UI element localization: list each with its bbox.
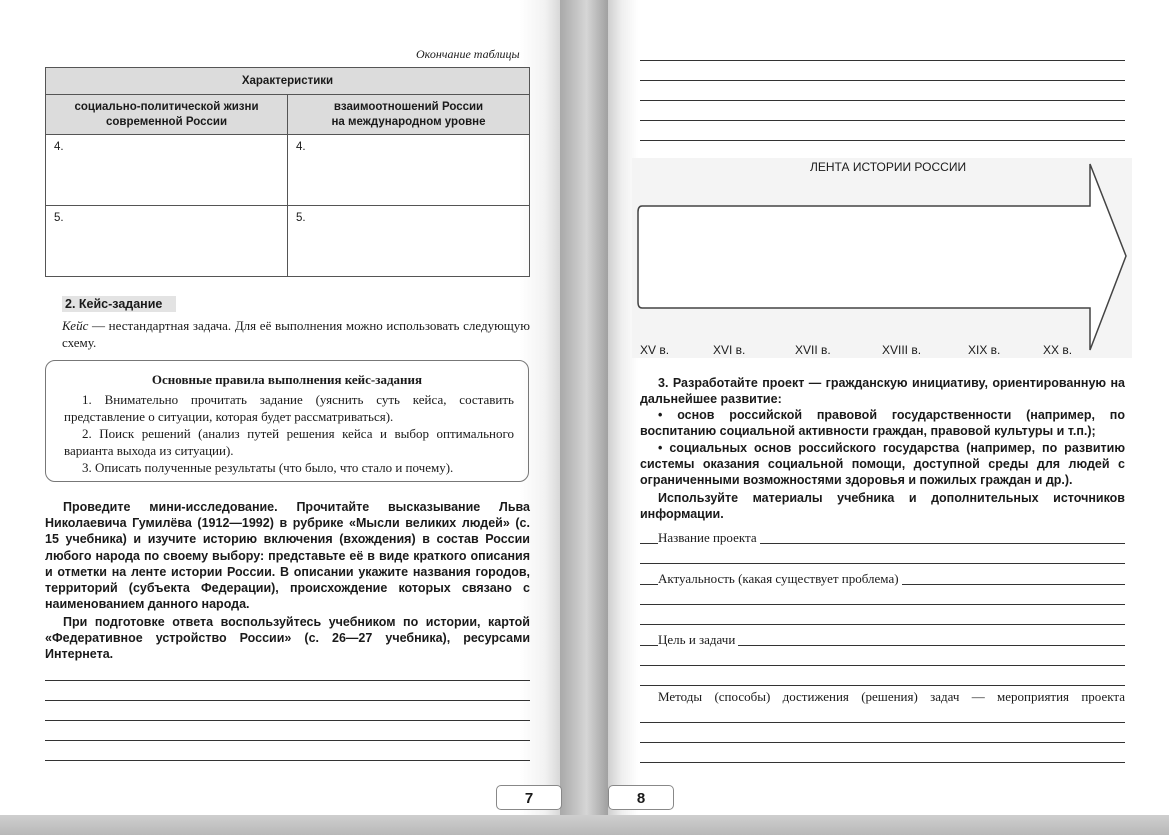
- goals-label: Цель и задачи: [658, 632, 738, 648]
- answer-line[interactable]: [45, 740, 530, 741]
- answer-line[interactable]: [640, 604, 1125, 605]
- book-gutter: [560, 0, 608, 835]
- answer-line[interactable]: [640, 60, 1125, 61]
- table-header: Характеристики: [46, 68, 530, 95]
- century-label: XX в.: [1043, 343, 1073, 357]
- case-task-heading: 2. Кейс-задание: [62, 297, 176, 311]
- answer-line[interactable]: [640, 140, 1125, 141]
- project-name-label: Название проекта: [658, 530, 760, 546]
- rule-item: 3. Описать полученные результаты (что было, что стало и почему).: [82, 460, 454, 475]
- century-label: XVI в.: [713, 343, 746, 357]
- rule-item: 2. Поиск решений (анализ путей решения кейса и выбор оптимального варианта выхода из ситуации).: [64, 426, 514, 458]
- answer-line[interactable]: [640, 80, 1125, 81]
- research-paragraph: Проведите мини-исследование. Прочитайте высказывание Льва Николаевича Гумилёва (1912—1992) в рубрике «Мысли великих людей» (с. 15 учебника) и изучите историю включения (вхождения) в состав России любого народа по своему выбору: представьте её в виде краткого описания и отметки на ленте истории России. В описании укажите названия городов, территорий (субъекта Федерации), происхождение которых связано с наименованием данного народа.: [45, 500, 530, 612]
- characteristics-table: [45, 67, 530, 277]
- case-definition: — нестандартная задача. Для её выполнения можно использовать следующую схему.: [62, 318, 530, 350]
- page-number-left: 7: [496, 785, 562, 810]
- column-header-international: взаимоотношений России на международном уровне: [288, 95, 530, 135]
- rules-box: [45, 360, 529, 482]
- table-cell[interactable]: 5.: [46, 206, 288, 277]
- relevance-label: Актуальность (какая существует проблема): [658, 571, 902, 587]
- task3-bullet: • основ российской правовой государственности (например, по воспитанию социальной активности граждан, правовой культуры и т.п.);: [640, 408, 1125, 439]
- rule-item: 1. Внимательно прочитать задание (уяснить суть кейса, составить представление о ситуации, которая будет рассматриваться).: [64, 392, 514, 424]
- answer-line[interactable]: [45, 700, 530, 701]
- timeline-arrow: [632, 158, 1132, 358]
- book-bottom-edge: [0, 815, 1169, 835]
- continuation-note: Окончание таблицы: [416, 47, 520, 61]
- answer-line[interactable]: [640, 742, 1125, 743]
- answer-line[interactable]: [640, 100, 1125, 101]
- column-header-sociopolitical: социально-политической жизни современной России: [46, 95, 288, 135]
- sources-paragraph: При подготовке ответа воспользуйтесь учебником по истории, картой «Федеративное устройство России» (с. 26—27 учебника), ресурсами Интернета.: [45, 615, 530, 662]
- answer-line[interactable]: [640, 685, 1125, 686]
- table-cell[interactable]: 4.: [46, 135, 288, 206]
- answer-line[interactable]: [45, 760, 530, 761]
- case-term: Кейс: [62, 318, 89, 333]
- task3-intro: 3. Разработайте проект — гражданскую инициативу, ориентированную на дальнейшее развитие:: [640, 376, 1125, 407]
- timeline-title: ЛЕНТА ИСТОРИИ РОССИИ: [810, 160, 967, 174]
- rules-title: Основные правила выполнения кейс-задания: [151, 372, 423, 387]
- answer-line[interactable]: [640, 624, 1125, 625]
- century-label: XVII в.: [795, 343, 831, 357]
- methods-label: Методы (способы) достижения (решения) задач — мероприятия проекта: [658, 689, 1128, 705]
- task3-closing: Используйте материалы учебника и дополнительных источников информации.: [640, 491, 1125, 522]
- answer-line[interactable]: [640, 563, 1125, 564]
- answer-line[interactable]: [45, 720, 530, 721]
- left-page: [0, 0, 560, 822]
- century-label: XVIII в.: [882, 343, 922, 357]
- answer-line[interactable]: [640, 762, 1125, 763]
- page-number-right: 8: [608, 785, 674, 810]
- task3-bullet: • социальных основ российского государства (например, по развитию системы оказания социальной помощи, доступной среды для людей с ограниченными возможностями здоровья и пожилых граждан и др.).: [640, 441, 1125, 488]
- century-label: XIX в.: [968, 343, 1001, 357]
- answer-line[interactable]: [45, 680, 530, 681]
- century-label: XV в.: [640, 343, 670, 357]
- answer-line[interactable]: [640, 665, 1125, 666]
- case-task-intro: [62, 317, 530, 351]
- answer-line[interactable]: [640, 120, 1125, 121]
- answer-line[interactable]: [640, 722, 1125, 723]
- table-cell[interactable]: 5.: [288, 206, 530, 277]
- table-cell[interactable]: 4.: [288, 135, 530, 206]
